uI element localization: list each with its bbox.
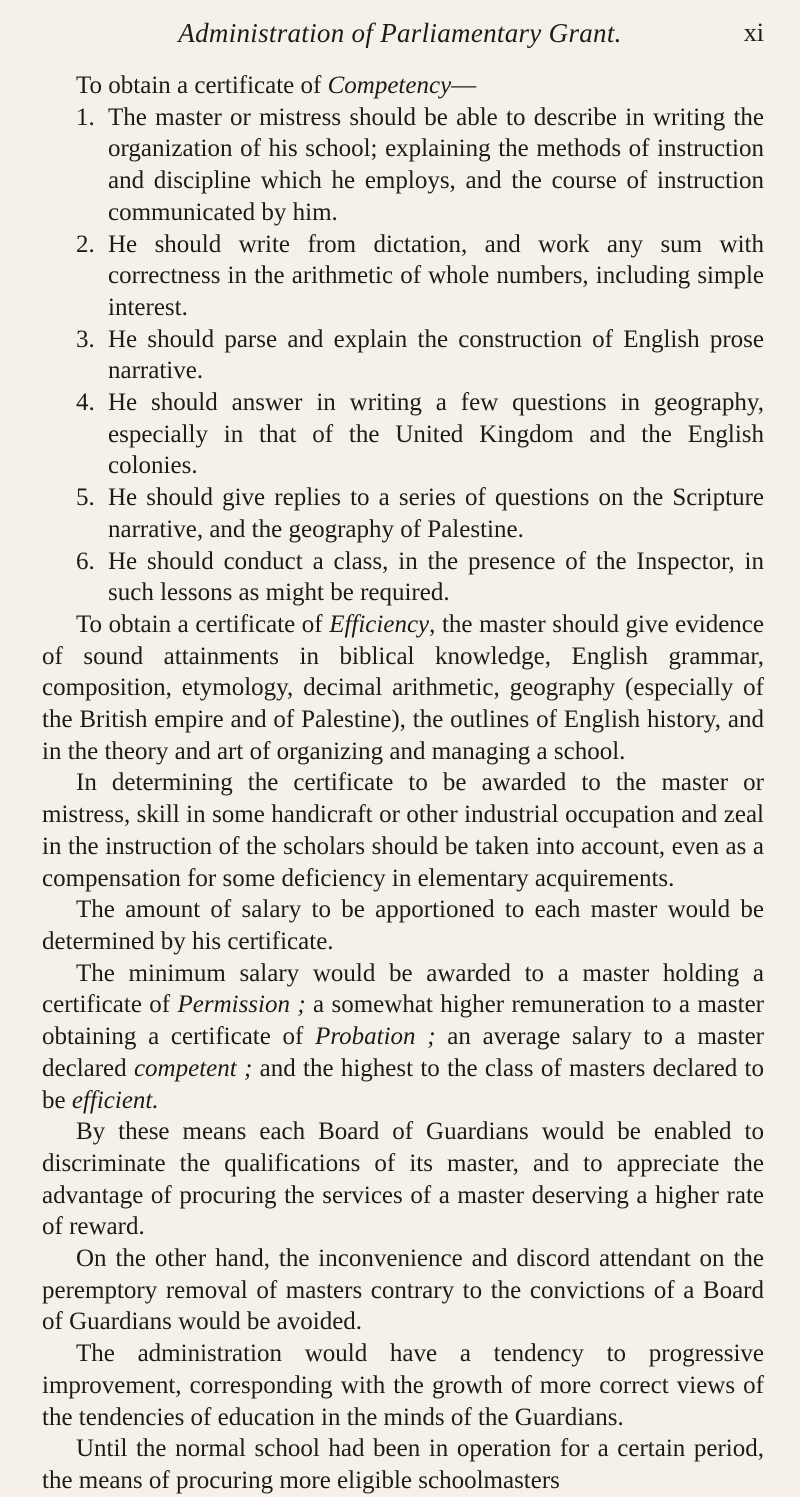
intro-competency: To obtain a certificate of Competency— [76,72,477,99]
list-number: 4. [76,389,95,417]
emphasis-competent: competent ; [133,1054,253,1082]
efficiency-paragraph: To obtain a certificate of Efficiency, the master should give evidence of sound attainments in biblical knowledge, English grammar, composition, etymology, decimal arithmetic, geography (especially of the British empire and of Palestine), the outlines of English history, and in the theory and art of organizing and managing a school. [42,610,764,765]
emphasis-competency: Competency [327,72,452,99]
emphasis-permission: Permission ; [177,991,306,1019]
list-text: He should answer in writing a few questions in geography, especially in that of the United Kingdom and the English colonies. [108,389,764,480]
list-number: 2. [76,230,95,258]
list-item [42,102,764,229]
list-item [42,387,764,482]
running-title: Administration of Parliamentary Grant. [178,18,622,48]
list-text: He should conduct a class, in the presence of the Inspector, in such lessons as might be required. [108,547,764,607]
list-item [42,482,764,545]
body-text [42,70,764,1497]
administration-paragraph: The administration would have a tendency to progressive improvement, corresponding with the growth of more correct views of the tendencies of education in the minds of the Guardians. [42,1340,764,1431]
list-item [42,229,764,324]
determining-paragraph: In determining the certificate to be awarded to the master or mistress, skill in some handicraft or other industrial occupation and zeal in the instruction of the scholars should be taken into account, even as a compensation for some deficiency in elementary acquirements. [42,769,764,892]
competency-list [42,102,764,609]
other-hand-paragraph: On the other hand, the inconvenience and discord attendant on the peremptory removal of masters contrary to the convictions of a Board of Guardians would be avoided. [42,1245,764,1336]
list-number: 5. [76,484,95,512]
means-paragraph: By these means each Board of Guardians would be enabled to discriminate the qualifications of its master, and to appreciate the advantage of procuring the services of a master deserving a higher rate of reward. [42,1118,764,1241]
list-item [42,324,764,387]
list-text: He should parse and explain the construction of English prose narrative. [108,325,764,385]
minimum-salary-paragraph: The minimum salary would be awarded to a master holding a certificate of Permission ; a somewhat higher remuneration to a master obtaining a certificate of Probation ; an average salary to a master declared competent ; and the highest to the class of masters declared to be efficient. [42,959,765,1114]
list-text: The master or mistress should be able to describe in writing the organization of his school; explaining the methods of instruction and discipline which he employs, and the course of instruction communicated by him. [108,103,764,226]
list-number: 6. [76,547,95,575]
until-paragraph: Until the normal school had been in operation for a certain period, the means of procuring more eligible schoolmasters [42,1435,764,1494]
salary-paragraph: The amount of salary to be apportioned to each master would be determined by his certificate. [42,896,764,955]
list-number: 1. [76,103,95,131]
list-text: He should give replies to a series of questions on the Scripture narrative, and the geography of Palestine. [108,484,764,543]
list-text: He should write from dictation, and work any sum with correctness in the arithmetic of whole numbers, including simple interest. [108,230,764,321]
list-number: 3. [76,325,95,353]
page-header [0,14,800,54]
page-number: xi [743,18,764,47]
emphasis-probation: Probation ; [315,1023,436,1051]
emphasis-efficient: efficient. [71,1086,159,1114]
emphasis-efficiency: Efficiency [329,610,430,638]
list-item [42,546,764,609]
